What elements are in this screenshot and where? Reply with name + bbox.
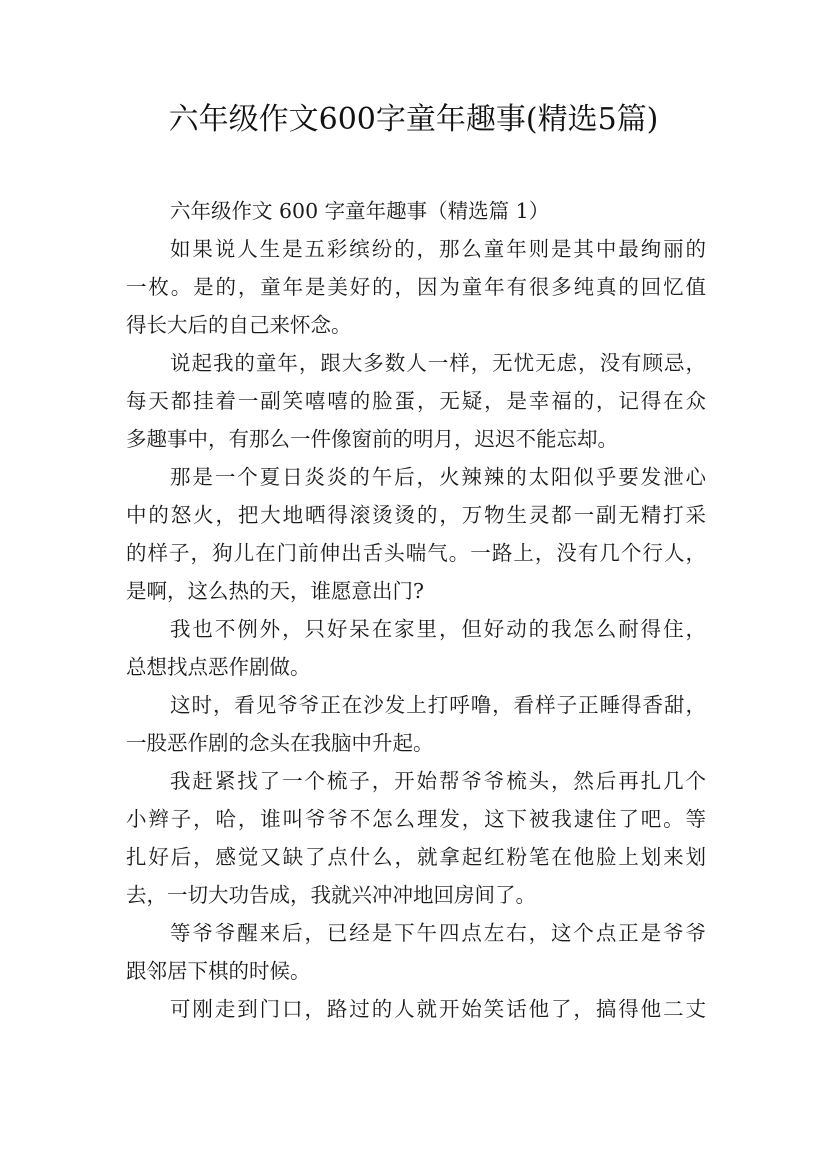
text-line: 扎好后，感觉又缺了点什么，就拿起红粉笔在他脸上划来划: [126, 845, 706, 869]
text-line: 多趣事中，有那么一件像窗前的明月，迟迟不能忘却。: [126, 427, 618, 451]
text-line: 中的怒火，把大地晒得滚烫烫的，万物生灵都一副无精打采: [126, 503, 706, 527]
text-line: 可刚走到门口，路过的人就开始笑话他了，搞得他二丈: [170, 997, 706, 1021]
text-line: 如果说人生是五彩缤纷的，那么童年则是其中最绚丽的: [170, 237, 706, 261]
text-line: 总想找点恶作剧做。: [126, 655, 311, 679]
text-line: 等爷爷醒来后，已经是下午四点左右，这个点正是爷爷: [170, 921, 706, 945]
text-line: 我赶紧找了一个梳子，开始帮爷爷梳头，然后再扎几个: [170, 769, 706, 793]
text-line: 的样子，狗儿在门前伸出舌头喘气。一路上，没有几个行人，: [126, 541, 706, 565]
document-title: 六年级作文600字童年趣事(精选5篇): [168, 102, 659, 137]
text-line: 得长大后的自己来怀念。: [126, 313, 352, 337]
text-line: 说起我的童年，跟大多数人一样，无忧无虑，没有顾忌，: [170, 351, 706, 375]
text-line: 小辫子，哈，谁叫爷爷不怎么理发，这下被我逮住了吧。等: [126, 807, 706, 831]
text-line: 跟邻居下棋的时候。: [126, 959, 311, 983]
text-line: 一枚。是的，童年是美好的，因为童年有很多纯真的回忆值: [126, 275, 706, 299]
text-line: 六年级作文 600 字童年趣事（精选篇 1）: [170, 199, 550, 223]
text-line: 是啊，这么热的天，谁愿意出门?: [126, 579, 424, 603]
text-line: 去，一切大功告成，我就兴冲冲地回房间了。: [126, 883, 536, 907]
text-line: 我也不例外，只好呆在家里，但好动的我怎么耐得住，: [170, 617, 706, 641]
document-body: [126, 192, 706, 1028]
text-line: 每天都挂着一副笑嘻嘻的脸蛋，无疑，是幸福的，记得在众: [126, 389, 706, 413]
text-line: 那是一个夏日炎炎的午后，火辣辣的太阳似乎要发泄心: [170, 465, 706, 489]
text-line: 一股恶作剧的念头在我脑中升起。: [126, 731, 434, 755]
text-line: 这时，看见爷爷正在沙发上打呼噜，看样子正睡得香甜，: [170, 693, 706, 717]
